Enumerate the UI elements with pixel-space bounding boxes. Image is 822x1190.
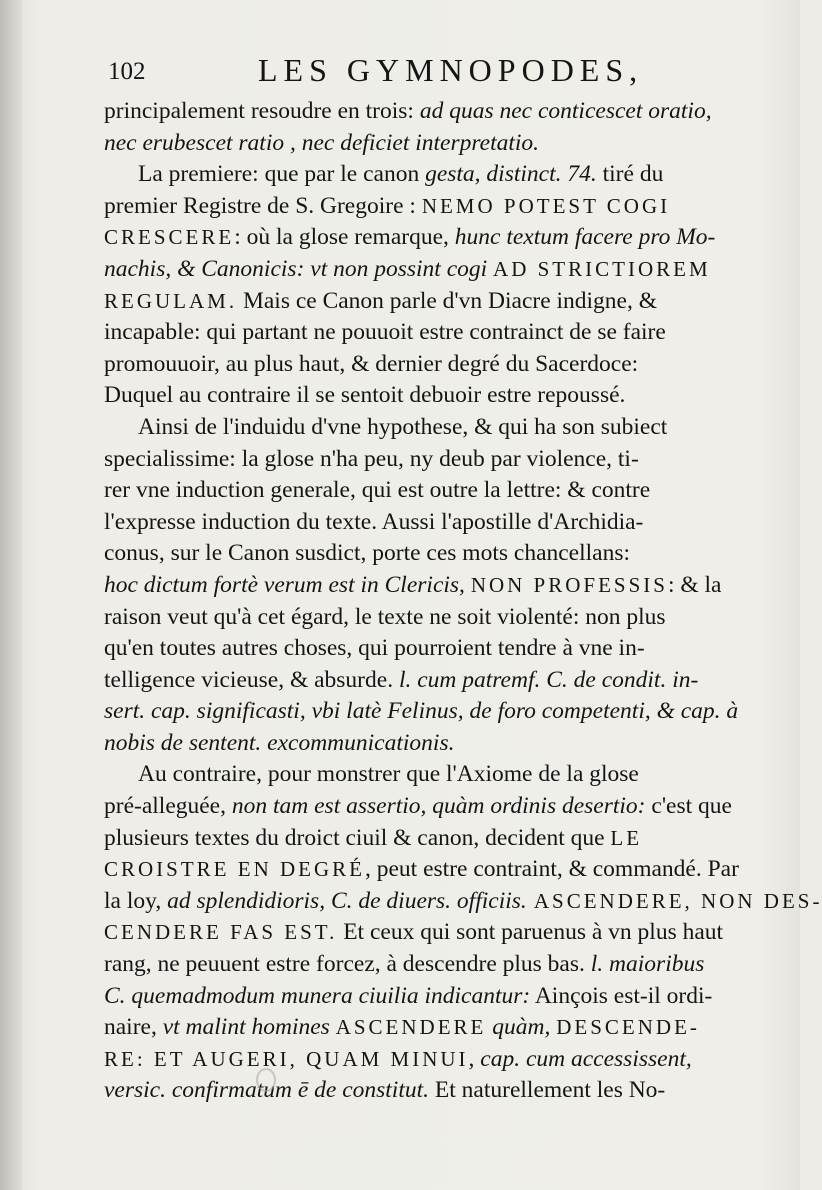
text-segment: premier Registre de S. Gregoire : — [104, 192, 422, 219]
text-line — [104, 823, 738, 855]
text-line — [104, 602, 738, 634]
text-line — [104, 538, 738, 570]
text-segment: versic. confirmatum ē de constitut. — [104, 1077, 430, 1104]
text-segment: qu'en toutes autres choses, qui pourroient tendre à vne in- — [104, 635, 645, 662]
text-segment: DESCENDE- — [556, 1015, 700, 1040]
text-line — [104, 412, 738, 444]
text-segment: , — [468, 1045, 481, 1072]
text-segment: la loy, — [104, 887, 168, 914]
text-line — [104, 981, 738, 1013]
text-segment: : où la glose remarque, — [234, 224, 455, 251]
text-segment: telligence vicieuse, & absurde. — [104, 666, 399, 693]
text-segment: C. quemadmodum munera ciuilia indicantur: — [104, 982, 531, 1009]
text-segment: AD STRICTIOREM — [493, 256, 711, 281]
text-segment: CENDERE FAS EST. — [104, 920, 338, 945]
text-line — [104, 854, 738, 886]
text-segment: nec erubescet ratio , nec deficiet interpretatio. — [104, 129, 540, 156]
body-text — [104, 96, 822, 1107]
printer-ornament-icon — [256, 1068, 276, 1092]
text-line — [104, 1075, 738, 1107]
text-segment: conus, sur le Canon susdict, porte ces mots chancellans: — [104, 540, 631, 567]
text-segment: rer vne induction generale, qui est outre la lettre: & contre — [104, 477, 651, 504]
text-segment: La premiere: que par le canon — [138, 161, 426, 188]
text-segment: Ainçois est-il ordi- — [530, 982, 713, 1009]
text-line — [104, 96, 738, 128]
text-segment: Ainsi de l'induidu d'vne hypothese, & qui ha son subiect — [138, 413, 668, 440]
text-segment: cap. cum accessissent, — [480, 1045, 692, 1072]
text-line — [104, 633, 738, 665]
text-line — [104, 191, 738, 223]
text-line — [104, 1044, 738, 1076]
text-segment: : & la — [667, 571, 722, 598]
page-header — [108, 52, 718, 92]
text-line — [104, 570, 738, 602]
page-gutter-shadow — [0, 0, 22, 1190]
text-segment: non tam est assertio, quàm ordinis desertio: — [231, 793, 646, 820]
text-segment: ad quas nec conticescet oratio, — [419, 98, 712, 124]
text-segment: hoc dictum fortè verum est in Clericis, — [104, 571, 471, 598]
text-line — [104, 886, 822, 918]
text-segment: gesta, distinct. 74. — [425, 161, 597, 188]
text-segment: raison veut qu'à cet égard, le texte ne soit violenté: non plus — [104, 603, 666, 630]
text-segment: Au contraire, pour monstrer que l'Axiome de la glose — [138, 761, 639, 788]
text-line — [104, 159, 738, 191]
text-segment: nobis de sentent. excommunicationis. — [104, 729, 455, 756]
text-segment: c'est que — [645, 793, 732, 820]
text-segment: l'expresse induction du texte. Aussi l'apostille d'Archidia- — [104, 508, 644, 535]
text-segment: vt malint homines — [162, 1014, 336, 1041]
text-line — [104, 1012, 738, 1044]
text-segment: NON PROFESSIS — [470, 572, 668, 597]
text-segment: principalement resoudre en trois: — [104, 98, 420, 124]
text-segment: RE: ET AUGERI, QUAM MINUI — [104, 1046, 469, 1071]
text-line — [104, 696, 738, 728]
text-line — [104, 254, 738, 286]
text-line — [104, 728, 738, 760]
text-segment: incapable: qui partant ne pouuoit estre contrainct de se faire — [104, 319, 666, 346]
text-line — [104, 665, 738, 697]
text-line — [104, 317, 738, 349]
text-segment: l. maioribus — [590, 951, 705, 978]
text-segment: rang, ne peuuent estre forcez, à descendre plus bas. — [104, 951, 591, 978]
text-segment: Et naturellement les No- — [429, 1077, 666, 1104]
text-line — [104, 222, 738, 254]
text-segment: REGULAM. — [104, 288, 238, 313]
text-segment: ad splendidioris, C. de diuers. officiis. — [167, 887, 527, 914]
text-segment: CRESCERE — [104, 225, 235, 250]
text-segment: quàm, — [486, 1014, 557, 1041]
text-line — [104, 507, 738, 539]
text-segment: tiré du — [596, 161, 664, 188]
text-segment: Mais ce Canon parle d'vn Diacre indigne, & — [237, 287, 658, 314]
page-number: 102 — [108, 58, 146, 85]
text-segment: NEMO POTEST COGI — [421, 193, 671, 218]
text-line — [104, 349, 738, 381]
text-line — [104, 759, 738, 791]
text-line — [104, 128, 738, 160]
text-segment: promouuoir, au plus haut, & dernier degré du Sacerdoce: — [104, 350, 639, 377]
text-segment: sert. cap. significasti, vbi latè Felinus, de foro competenti, & cap. à — [104, 698, 739, 725]
text-line — [104, 791, 738, 823]
text-segment: hunc textum facere pro Mo- — [454, 224, 716, 251]
text-segment: , peut estre contraint, & commandé. Par — [365, 856, 739, 883]
text-line — [104, 475, 738, 507]
text-line — [104, 917, 738, 949]
running-title: LES GYMNOPODES, — [258, 52, 644, 88]
text-segment: naire, — [104, 1014, 163, 1041]
text-line — [104, 380, 738, 412]
text-line — [104, 286, 738, 318]
text-segment: CROISTRE EN DEGRÉ — [104, 857, 365, 882]
text-segment: Et ceux qui sont paruenus à vn plus haut — [337, 919, 724, 946]
text-segment: specialissime: la glose n'ha peu, ny deub par violence, ti- — [104, 445, 639, 472]
text-segment: ASCENDERE — [335, 1015, 487, 1040]
text-segment: nachis, & Canonicis: vt non possint cogi — [104, 255, 494, 282]
text-line — [104, 949, 738, 981]
text-segment: l. cum patremf. C. de condit. in- — [398, 666, 699, 693]
text-segment: ASCENDERE, NON DES- — [526, 888, 822, 913]
text-segment: plusieurs textes du droict ciuil & canon, decident que — [104, 824, 611, 851]
text-segment: pré-alleguée, — [104, 793, 232, 820]
text-line — [104, 444, 738, 476]
text-segment: LE — [610, 825, 643, 850]
text-segment: Duquel au contraire il se sentoit debuoir estre repoussé. — [104, 382, 626, 409]
